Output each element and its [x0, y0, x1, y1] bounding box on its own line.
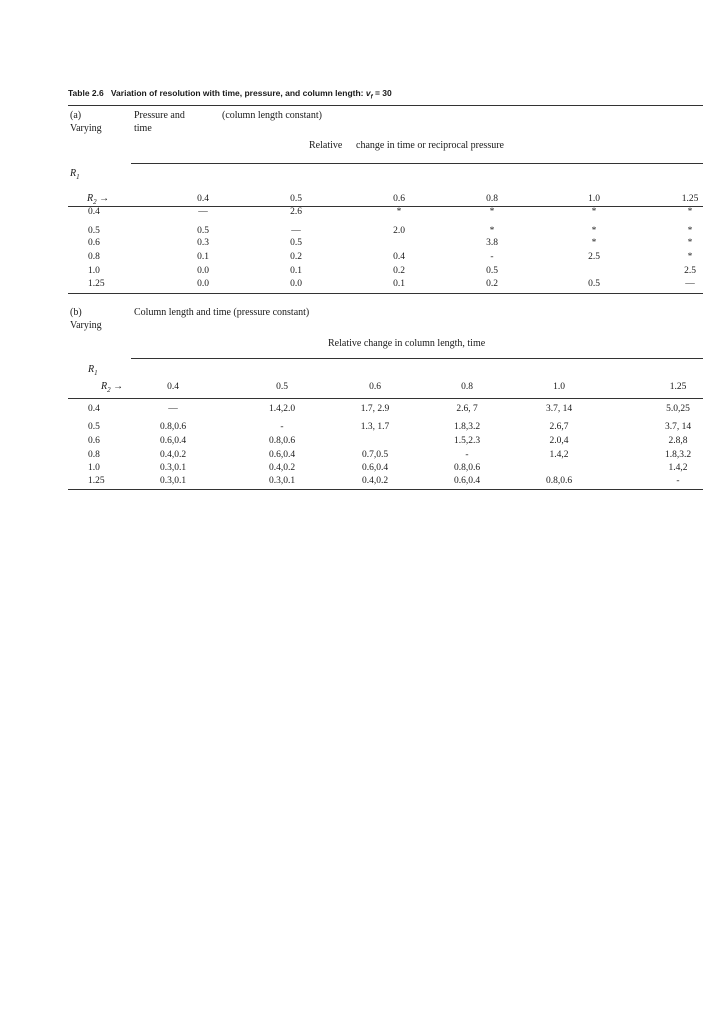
row-label: 1.25	[88, 279, 105, 289]
table-cell: *	[687, 226, 693, 236]
table-cell: 0.2	[486, 279, 498, 289]
table-cell: *	[591, 207, 597, 217]
section-b-bottom-rule	[68, 489, 703, 490]
row-label: 0.8	[88, 450, 100, 460]
table-cell: *	[591, 238, 597, 248]
table-cell: 5.0,25	[666, 404, 690, 414]
column-header: 0.6	[393, 194, 405, 204]
section-a-varying: Varying	[70, 123, 102, 134]
table-cell: 0.6,0.4	[159, 436, 187, 446]
row-label: 0.6	[88, 238, 100, 248]
section-a-pressure: Pressure and	[134, 110, 185, 121]
table-cell: —	[198, 207, 208, 217]
column-header: 1.25	[681, 194, 699, 204]
column-header: 0.5	[276, 382, 288, 392]
section-a-constant: (column length constant)	[222, 110, 322, 121]
column-header: 0.4	[167, 382, 179, 392]
table-cell: -	[490, 252, 494, 262]
table-cell: 1.4,2	[668, 463, 688, 473]
section-b-r1: $R_1$	[88, 364, 98, 377]
table-cell: 0.5	[290, 238, 302, 248]
table-cell: *	[687, 238, 693, 248]
section-a-bottom-rule	[68, 293, 703, 294]
row-label: 0.4	[88, 207, 100, 217]
table-cell: 0.3,0.1	[159, 476, 187, 486]
row-label: 0.8	[88, 252, 100, 262]
table-cell: 0.1	[197, 252, 209, 262]
table-cell: 1.3, 1.7	[360, 422, 390, 432]
column-header: 0.5	[290, 194, 302, 204]
table-cell: 1.5,2.3	[453, 436, 481, 446]
table-cell: 0.5	[486, 266, 498, 276]
table-cell: 0.0	[197, 279, 209, 289]
table-cell: 2.6, 7	[456, 404, 478, 414]
table-cell: 1.7, 2.9	[360, 404, 390, 414]
row-label: 0.6	[88, 436, 100, 446]
caption-rule	[68, 105, 703, 106]
table-cell: -	[465, 450, 469, 460]
column-header: 1.0	[553, 382, 565, 392]
section-a-spanner-rule	[131, 163, 703, 164]
section-b-constant: Column length and time (pressure constant)	[134, 307, 310, 318]
table-cell: 0.0	[290, 279, 302, 289]
table-cell: —	[685, 279, 695, 289]
table-cell: 0.4	[393, 252, 405, 262]
velocity-subscript: f	[370, 94, 373, 101]
section-a-r2: $R_2$ →	[87, 193, 110, 206]
table-cell: *	[687, 252, 693, 262]
table-cell: 2.6	[290, 207, 302, 217]
row-label: 0.5	[88, 422, 100, 432]
table-cell: 3.8	[486, 238, 498, 248]
table-cell: *	[396, 207, 402, 217]
section-a-time: time	[134, 123, 152, 134]
table-cell: 0.3	[197, 238, 209, 248]
section-b-relative: Relative change in column length, time	[328, 338, 486, 349]
section-b-spanner-rule	[131, 358, 703, 359]
table-cell: 0.5	[197, 226, 209, 236]
table-cell: 0.2	[290, 252, 302, 262]
table-caption	[68, 88, 392, 101]
column-header: 1.0	[588, 194, 600, 204]
table-title: Variation of resolution with time, pressure, and column length:	[110, 88, 366, 98]
section-b-r2: $R_2$ →	[101, 381, 124, 394]
table-cell: —	[168, 404, 178, 414]
column-header: 0.8	[461, 382, 473, 392]
table-cell: 0.3,0.1	[159, 463, 187, 473]
table-cell: *	[591, 226, 597, 236]
column-header: 1.25	[669, 382, 687, 392]
section-a-relative-change: change in time or reciprocal pressure	[356, 140, 504, 151]
velocity-value: = 30	[372, 88, 392, 98]
arrow-icon: →	[99, 193, 110, 204]
section-b-label: (b)	[70, 307, 82, 318]
table-cell: 0.2	[393, 266, 405, 276]
table-cell: 0.4,0.2	[159, 450, 187, 460]
table-cell: 2.0	[393, 226, 405, 236]
table-cell: 0.6,0.4	[361, 463, 389, 473]
table-cell: 3.7, 14	[545, 404, 573, 414]
table-cell: 2.0,4	[549, 436, 569, 446]
table-cell: 0.4,0.2	[268, 463, 296, 473]
row-label: 0.4	[88, 404, 100, 414]
column-header: 0.4	[197, 194, 209, 204]
table-cell: 3.7, 14	[664, 422, 692, 432]
table-cell: 0.6,0.4	[268, 450, 296, 460]
section-a-r1: $R_1$	[70, 168, 80, 181]
table-cell: 1.4,2.0	[268, 404, 296, 414]
table-cell: 0.8,0.6	[545, 476, 573, 486]
velocity-symbol: v	[365, 88, 371, 98]
row-label: 1.0	[88, 463, 100, 473]
table-cell: 2.5	[588, 252, 600, 262]
table-cell: 0.4,0.2	[361, 476, 389, 486]
table-cell: -	[676, 476, 680, 486]
section-a-relative: Relative	[309, 140, 343, 151]
table-cell: —	[291, 226, 301, 236]
table-cell: 0.8,0.6	[453, 463, 481, 473]
table-cell: -	[280, 422, 284, 432]
table-cell: 1.4,2	[549, 450, 569, 460]
table-cell: 1.8,3.2	[664, 450, 692, 460]
column-header: 0.6	[369, 382, 381, 392]
table-cell: *	[687, 207, 693, 217]
section-b-header-rule	[68, 398, 703, 399]
table-cell: 2.8,8	[668, 436, 688, 446]
section-b-varying: Varying	[70, 320, 102, 331]
table-cell: *	[489, 207, 495, 217]
column-header: 0.8	[486, 194, 498, 204]
row-label: 0.5	[88, 226, 100, 236]
table-label: Table 2.6	[68, 88, 104, 98]
row-label: 1.0	[88, 266, 100, 276]
table-cell: 0.8,0.6	[268, 436, 296, 446]
table-cell: 0.7,0.5	[361, 450, 389, 460]
table-cell: 0.0	[197, 266, 209, 276]
table-cell: 0.1	[393, 279, 405, 289]
table-cell: 0.5	[588, 279, 600, 289]
table-cell: *	[489, 226, 495, 236]
row-label: 1.25	[88, 476, 105, 486]
arrow-icon: →	[113, 381, 124, 392]
table-cell: 2.5	[684, 266, 696, 276]
section-a-header-rule	[68, 206, 703, 207]
table-cell: 0.1	[290, 266, 302, 276]
table-cell: 0.8,0.6	[159, 422, 187, 432]
table-cell: 0.6,0.4	[453, 476, 481, 486]
table-cell: 2.6,7	[549, 422, 569, 432]
table-cell: 1.8,3.2	[453, 422, 481, 432]
section-a-label: (a)	[70, 110, 82, 121]
table-cell: 0.3,0.1	[268, 476, 296, 486]
